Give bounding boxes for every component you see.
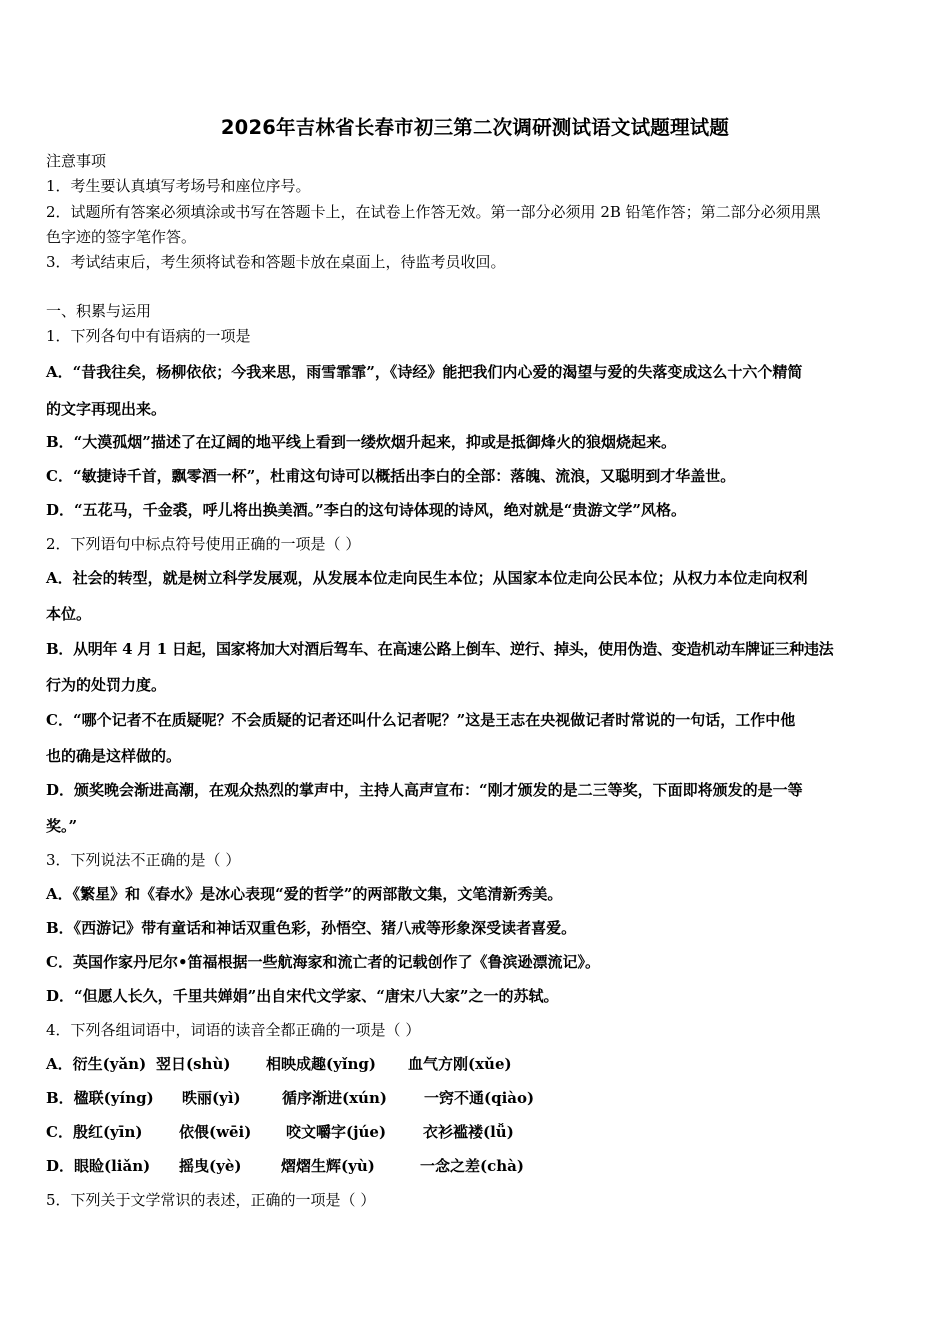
q3-stem: 3．下列说法不正确的是（ ） bbox=[46, 851, 241, 869]
q1-stem: 1．下列各句中有语病的一项是 bbox=[46, 327, 251, 345]
q1-option-c: C．“敏捷诗千首，飘零酒一杯”，杜甫这句诗可以概括出李白的全部：落魄、流浪，又聪明到才华盖世。 bbox=[46, 467, 736, 485]
q4-c-word-4: 衣衫褴褛(lǚ) bbox=[423, 1123, 514, 1141]
q2-option-b-line-2: 行为的处罚力度。 bbox=[46, 676, 167, 694]
q4-d-word-3: 熠熠生辉(yù) bbox=[281, 1157, 375, 1175]
q1-option-b: B．“大漠孤烟”描述了在辽阔的地平线上看到一缕炊烟升起来，抑或是抵御烽火的狼烟烧起来。 bbox=[46, 433, 676, 451]
page-title: 2026年吉林省长春市初三第二次调研测试语文试题理试题 bbox=[220, 116, 730, 139]
q4-a-word-2: 翌日(shù) bbox=[156, 1055, 231, 1073]
q4-b-word-3: 循序渐进(xún) bbox=[282, 1089, 387, 1107]
q2-option-d-line-1: D．颁奖晚会渐进高潮，在观众热烈的掌声中，主持人高声宣布：“刚才颁发的是二三等奖，下面即将颁发的是一等 bbox=[46, 781, 803, 799]
q2-option-a-line-2: 本位。 bbox=[46, 605, 92, 623]
q4-d-word-2: 摇曳(yè) bbox=[179, 1157, 242, 1175]
q4-option-c bbox=[46, 1122, 514, 1142]
q4-option-b bbox=[46, 1088, 534, 1108]
q2-option-b-line-1: B．从明年 4 月 1 日起，国家将加大对酒后驾车、在高速公路上倒车、逆行、掉头，使用伪造、变造机动车牌证三种违法 bbox=[46, 640, 834, 658]
q4-a-word-3: 相映成趣(yǐng) bbox=[266, 1055, 377, 1073]
q4-b-word-4: 一窍不通(qiào) bbox=[424, 1089, 535, 1107]
q4-option-d bbox=[46, 1156, 524, 1176]
q4-c-word-1: C．殷红(yīn) bbox=[46, 1123, 143, 1141]
q4-option-a bbox=[46, 1054, 512, 1074]
q4-stem: 4．下列各组词语中，词语的读音全都正确的一项是（ ） bbox=[46, 1021, 421, 1039]
q3-option-b: B．《西游记》带有童话和神话双重色彩，孙悟空、猪八戒等形象深受读者喜爱。 bbox=[46, 919, 577, 937]
q4-a-word-4: 血气方刚(xǔe) bbox=[408, 1055, 512, 1073]
notice-heading: 注意事项 bbox=[46, 152, 107, 170]
q4-b-word-2: 昳丽(yì) bbox=[182, 1089, 241, 1107]
section-heading: 一、积累与运用 bbox=[46, 302, 152, 320]
q4-c-word-2: 依偎(wēi) bbox=[179, 1123, 252, 1141]
notice-item-2-line-2: 色字迹的签字笔作答。 bbox=[46, 228, 197, 246]
q2-option-d-line-2: 奖。” bbox=[46, 817, 78, 835]
q4-d-word-1: D．眼睑(liǎn) bbox=[46, 1157, 151, 1175]
q2-stem: 2．下列语句中标点符号使用正确的一项是（ ） bbox=[46, 535, 361, 553]
q5-stem: 5．下列关于文学常识的表述，正确的一项是（ ） bbox=[46, 1191, 376, 1209]
q3-option-c: C．英国作家丹尼尔•笛福根据一些航海家和流亡者的记载创作了《鲁滨逊漂流记》。 bbox=[46, 953, 601, 971]
q1-option-a-line-1: A．“昔我往矣，杨柳依依；今我来思，雨雪霏霏”，《诗经》能把我们内心爱的渴望与爱的失落变成这么十六个精简 bbox=[46, 363, 803, 381]
q2-option-c-line-1: C．“哪个记者不在质疑呢？不会质疑的记者还叫什么记者呢？”这是王志在央视做记者时常说的一句话，工作中他 bbox=[46, 711, 796, 729]
q1-option-a-line-2: 的文字再现出来。 bbox=[46, 400, 167, 418]
q4-a-word-1: A．衍生(yǎn) bbox=[46, 1055, 147, 1073]
q4-b-word-1: B．楹联(yíng) bbox=[46, 1089, 154, 1107]
q3-option-a: A．《繁星》和《春水》是冰心表现“爱的哲学”的两部散文集，文笔清新秀美。 bbox=[46, 885, 563, 903]
notice-item-2-line-1: 2．试题所有答案必须填涂或书写在答题卡上，在试卷上作答无效。第一部分必须用 2B 铅笔作答；第二部分必须用黑 bbox=[46, 203, 821, 221]
q4-d-word-4: 一念之差(chà) bbox=[420, 1157, 524, 1175]
notice-item-1: 1．考生要认真填写考场号和座位序号。 bbox=[46, 177, 311, 195]
q1-option-d: D．“五花马，千金裘，呼儿将出换美酒。”李白的这句诗体现的诗风，绝对就是“贵游文学”风格。 bbox=[46, 501, 687, 519]
q2-option-a-line-1: A．社会的转型，就是树立科学发展观，从发展本位走向民生本位；从国家本位走向公民本位；从权力本位走向权利 bbox=[46, 569, 808, 587]
q4-c-word-3: 咬文嚼字(júe) bbox=[286, 1123, 387, 1141]
q2-option-c-line-2: 也的确是这样做的。 bbox=[46, 747, 182, 765]
notice-item-3: 3．考试结束后，考生须将试卷和答题卡放在桌面上，待监考员收回。 bbox=[46, 253, 506, 271]
q3-option-d: D．“但愿人长久，千里共婵娟”出自宋代文学家、“唐宋八大家”之一的苏轼。 bbox=[46, 987, 559, 1005]
